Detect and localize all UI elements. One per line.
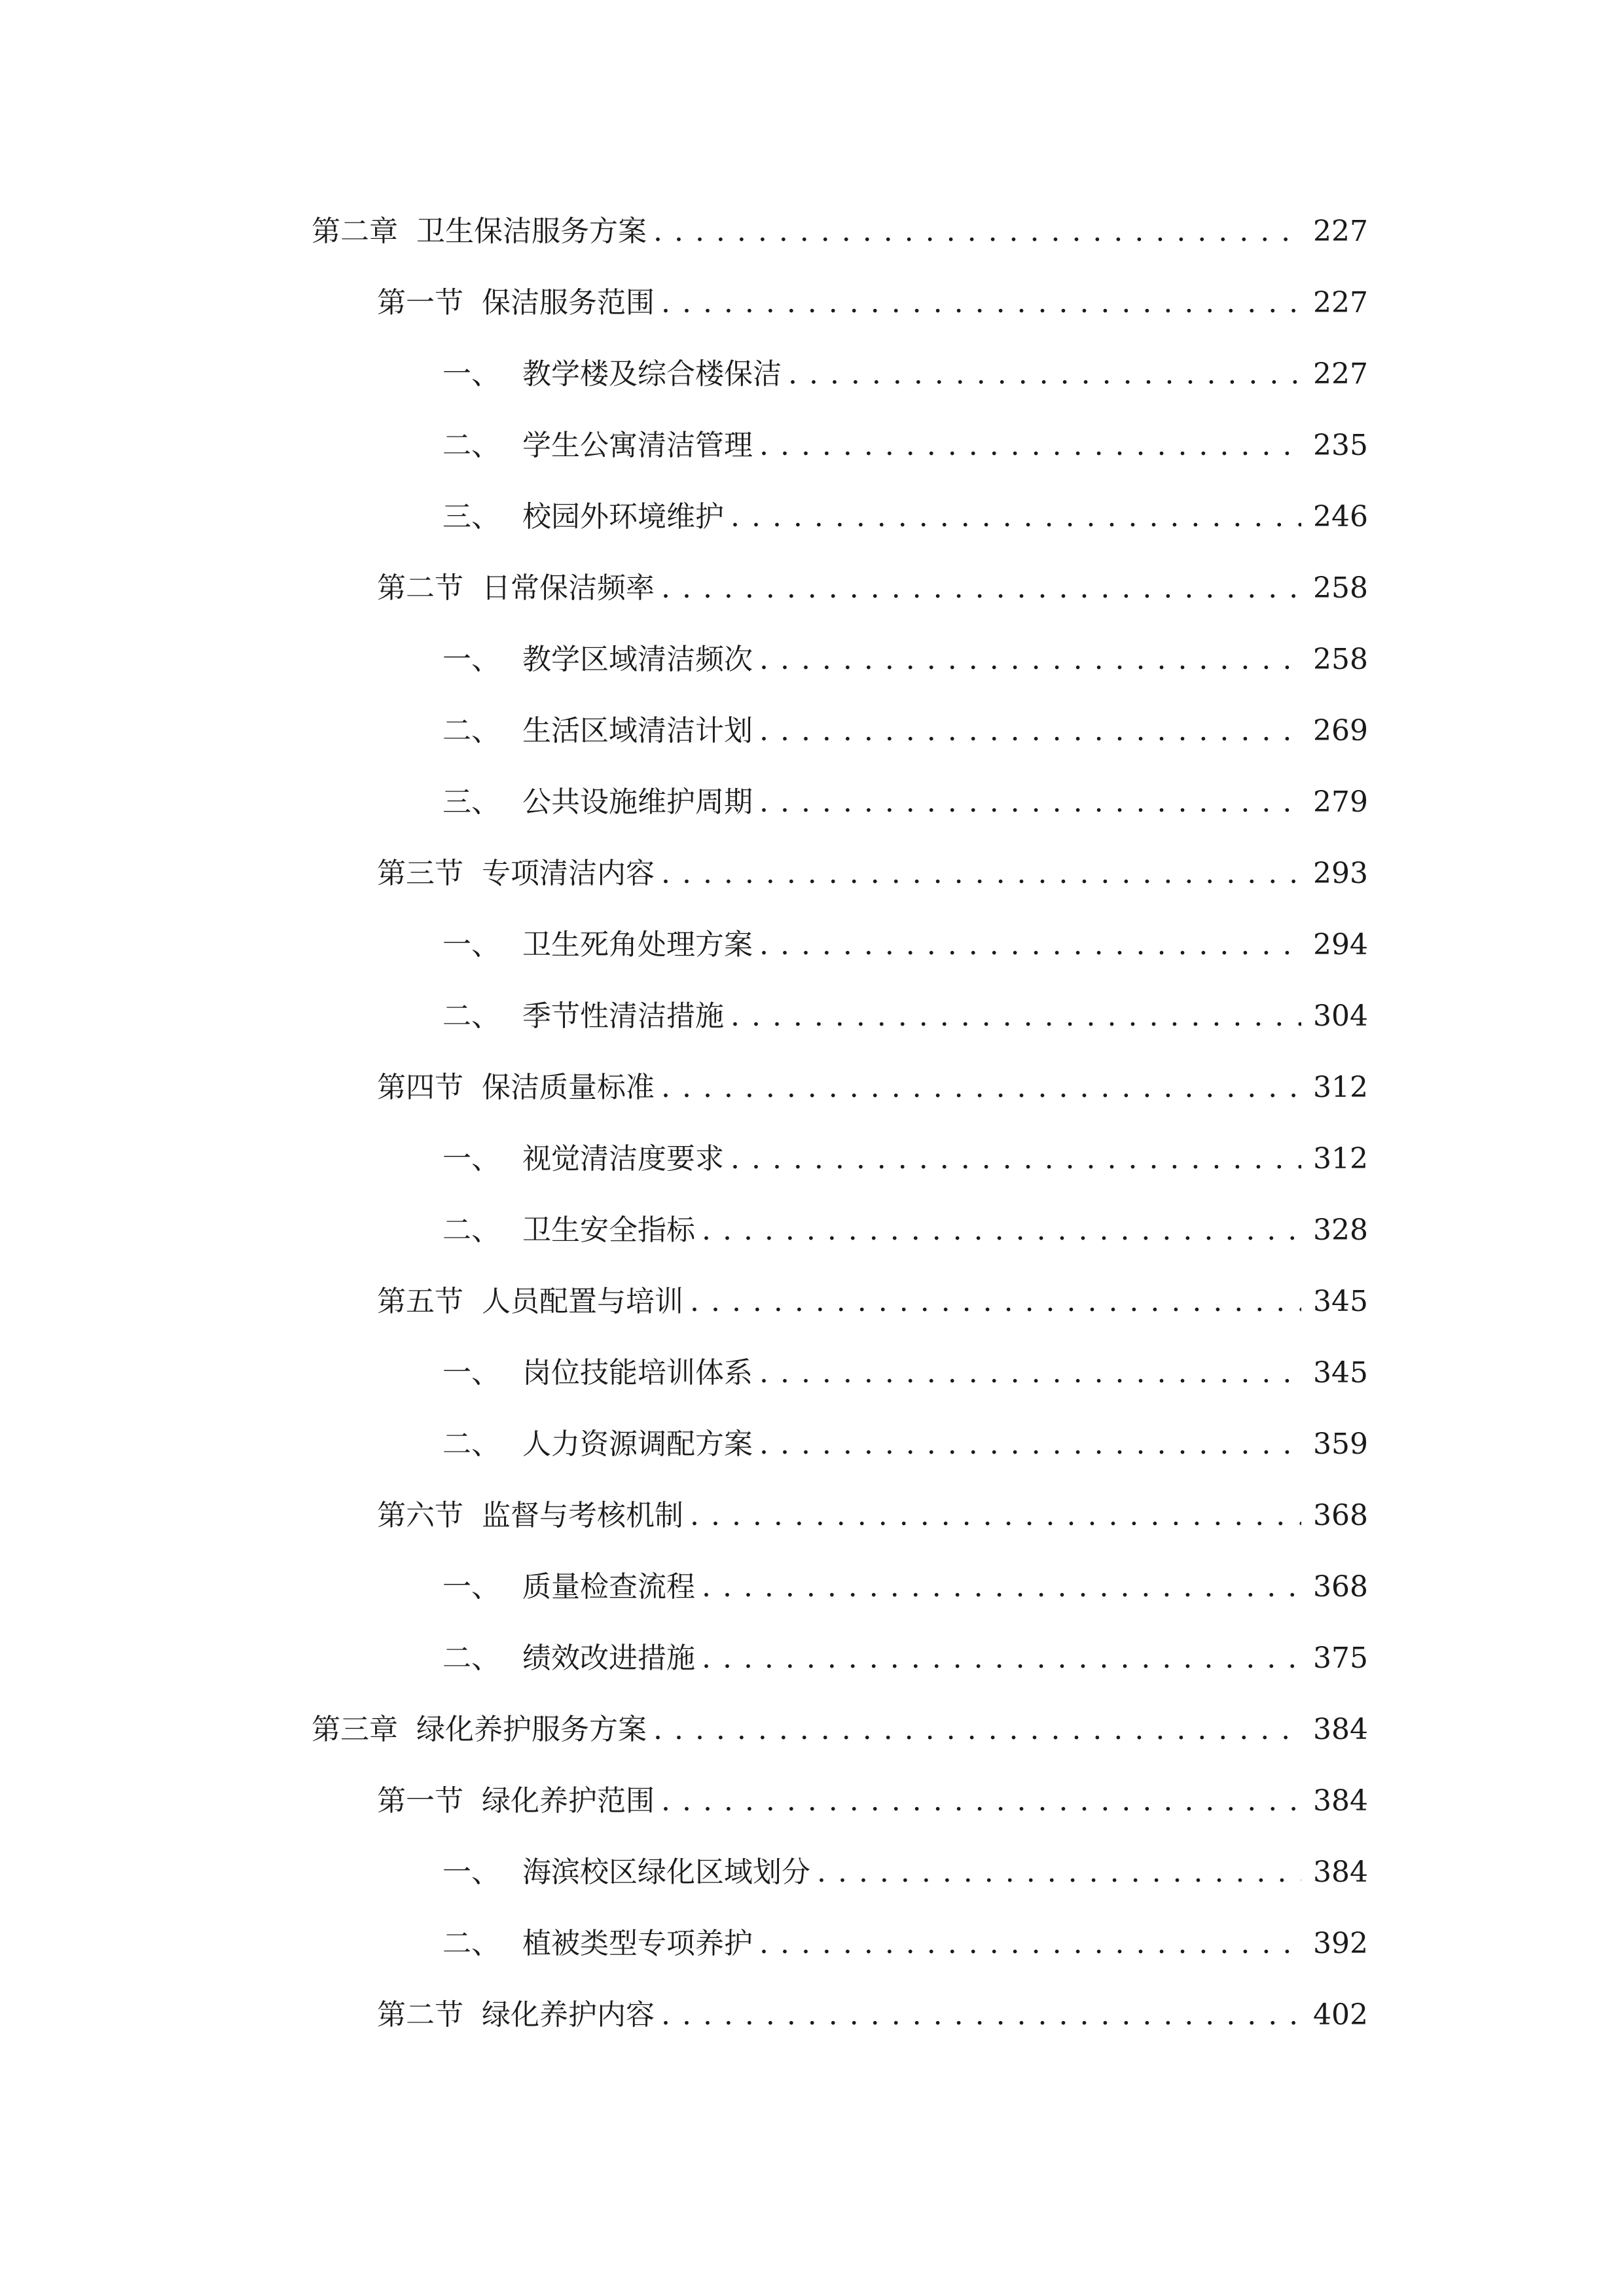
toc-entry-title: 绿化养护服务方案 <box>416 1713 647 1746</box>
toc-dot-leader <box>759 427 1301 464</box>
toc-entry-number: 二、 <box>442 1427 500 1461</box>
toc-dot-leader <box>702 1569 1301 1605</box>
toc-entry-title: 学生公寓清洁管理 <box>522 429 753 462</box>
toc-entry[interactable] <box>377 1274 1368 1320</box>
toc-entry[interactable] <box>442 1417 1368 1463</box>
toc-page-number: 294 <box>1313 928 1368 961</box>
toc-entry-number: 第二章 <box>312 215 398 248</box>
toc-page-number: 368 <box>1313 1570 1368 1604</box>
toc-entry-number: 二、 <box>442 999 500 1033</box>
toc-dot-leader <box>702 1212 1301 1249</box>
toc-entry-title: 绿化养护内容 <box>482 1998 655 2032</box>
toc-dot-leader <box>661 855 1301 892</box>
toc-page-number: 227 <box>1313 286 1368 319</box>
toc-entry-title: 海滨校区绿化区域划分 <box>522 1856 810 1889</box>
toc-entry[interactable] <box>377 276 1368 321</box>
toc-dot-leader <box>702 1640 1301 1677</box>
toc-entry-number: 第三章 <box>312 1713 398 1746</box>
toc-page-number: 375 <box>1313 1641 1368 1675</box>
toc-entry-number: 一、 <box>442 357 500 391</box>
toc-entry-title: 教学区域清洁频次 <box>522 643 753 676</box>
toc-entry-title: 保洁服务范围 <box>482 286 655 319</box>
toc-dot-leader <box>653 213 1301 250</box>
toc-dot-leader <box>817 1854 1301 1891</box>
toc-entry-number: 第三节 <box>377 857 463 890</box>
toc-page-number: 359 <box>1313 1427 1368 1461</box>
toc-entry-title: 日常保洁频率 <box>482 571 655 605</box>
toc-dot-leader <box>690 1283 1301 1320</box>
toc-dot-leader <box>759 713 1301 749</box>
toc-entry[interactable] <box>442 704 1368 749</box>
toc-page-number: 227 <box>1313 357 1368 391</box>
toc-entry[interactable] <box>377 846 1368 892</box>
toc-entry[interactable] <box>377 1988 1368 2034</box>
toc-page-number: 312 <box>1313 1071 1368 1104</box>
toc-dot-leader <box>731 1141 1301 1177</box>
toc-page-number: 235 <box>1313 429 1368 462</box>
toc-dot-leader <box>788 356 1301 393</box>
toc-entry[interactable] <box>442 347 1368 393</box>
toc-page-number: 304 <box>1313 999 1368 1033</box>
toc-entry[interactable] <box>442 490 1368 535</box>
toc-entry-title: 保洁质量标准 <box>482 1071 655 1104</box>
toc-entry-title: 教学楼及综合楼保洁 <box>522 357 782 391</box>
toc-dot-leader <box>731 998 1301 1035</box>
toc-page-number: 384 <box>1313 1784 1368 1818</box>
toc-entry-number: 第二节 <box>377 1998 463 2032</box>
toc-page-number: 402 <box>1313 1998 1368 2032</box>
toc-dot-leader <box>759 1426 1301 1463</box>
toc-dot-leader <box>759 641 1301 678</box>
toc-entry-number: 一、 <box>442 1570 500 1604</box>
toc-entry[interactable] <box>442 418 1368 464</box>
toc-page-number: 345 <box>1313 1356 1368 1390</box>
toc-entry-number: 第一节 <box>377 1784 463 1818</box>
toc-entry[interactable] <box>442 632 1368 678</box>
toc-entry-number: 一、 <box>442 928 500 961</box>
toc-entry-title: 绿化养护范围 <box>482 1784 655 1818</box>
toc-dot-leader <box>759 1355 1301 1391</box>
toc-entry[interactable] <box>442 1346 1368 1391</box>
toc-entry[interactable] <box>442 1560 1368 1605</box>
toc-entry[interactable] <box>312 1702 1368 1748</box>
toc-page-number: 246 <box>1313 500 1368 533</box>
toc-page-number: 258 <box>1313 643 1368 676</box>
toc-dot-leader <box>661 1783 1301 1820</box>
toc-entry-number: 第一节 <box>377 286 463 319</box>
toc-entry-number: 二、 <box>442 714 500 747</box>
toc-dot-leader <box>661 1997 1301 2034</box>
toc-entry[interactable] <box>442 1132 1368 1177</box>
toc-page-number: 328 <box>1313 1213 1368 1247</box>
toc-entry-number: 一、 <box>442 643 500 676</box>
toc-entry-title: 视觉清洁度要求 <box>522 1142 724 1175</box>
toc-entry[interactable] <box>442 1916 1368 1962</box>
toc-entry[interactable] <box>442 918 1368 963</box>
toc-page-number: 312 <box>1313 1142 1368 1175</box>
toc-page-number: 392 <box>1313 1927 1368 1960</box>
toc-entry-title: 绩效改进措施 <box>522 1641 695 1675</box>
toc-entry-title: 植被类型专项养护 <box>522 1927 753 1960</box>
toc-page-number: 227 <box>1313 215 1368 248</box>
toc-entry[interactable] <box>442 775 1368 821</box>
toc-dot-leader <box>690 1498 1301 1534</box>
toc-entry[interactable] <box>377 1060 1368 1106</box>
toc-dot-leader <box>661 285 1301 321</box>
toc-dot-leader <box>661 1069 1301 1106</box>
toc-entry[interactable] <box>442 989 1368 1035</box>
toc-entry[interactable] <box>377 1774 1368 1820</box>
toc-entry-number: 一、 <box>442 1856 500 1889</box>
toc-entry-title: 人员配置与培训 <box>482 1285 683 1318</box>
toc-entry-title: 岗位技能培训体系 <box>522 1356 753 1390</box>
toc-page-number: 345 <box>1313 1285 1368 1318</box>
toc-page-number: 293 <box>1313 857 1368 890</box>
toc-entry-title: 卫生保洁服务方案 <box>416 215 647 248</box>
toc-entry-number: 第四节 <box>377 1071 463 1104</box>
toc-entry-number: 第五节 <box>377 1285 463 1318</box>
toc-entry[interactable] <box>442 1845 1368 1891</box>
toc-entry-number: 三、 <box>442 785 500 819</box>
toc-entry-number: 二、 <box>442 1641 500 1675</box>
toc-dot-leader <box>653 1712 1301 1748</box>
toc-entry-title: 监督与考核机制 <box>482 1499 683 1532</box>
toc-dot-leader <box>759 784 1301 821</box>
toc-entry[interactable] <box>377 1488 1368 1534</box>
toc-entry-title: 质量检查流程 <box>522 1570 695 1604</box>
toc-dot-leader <box>731 499 1301 535</box>
toc-entry[interactable] <box>312 204 1368 250</box>
toc-page-number: 384 <box>1313 1713 1368 1746</box>
toc-entry-title: 公共设施维护周期 <box>522 785 753 819</box>
toc-entry-title: 校园外环境维护 <box>522 500 724 533</box>
toc-entry[interactable] <box>442 1631 1368 1677</box>
toc-entry-number: 第二节 <box>377 571 463 605</box>
toc-entry-title: 季节性清洁措施 <box>522 999 724 1033</box>
toc-entry-title: 卫生死角处理方案 <box>522 928 753 961</box>
toc-entry-number: 二、 <box>442 1927 500 1960</box>
toc-entry-title: 专项清洁内容 <box>482 857 655 890</box>
toc-entry-number: 三、 <box>442 500 500 533</box>
toc-entry-title: 卫生安全指标 <box>522 1213 695 1247</box>
toc-page-number: 384 <box>1313 1856 1368 1889</box>
toc-page-number: 258 <box>1313 571 1368 605</box>
toc-page-number: 279 <box>1313 785 1368 819</box>
toc-entry-number: 第六节 <box>377 1499 463 1532</box>
toc-dot-leader <box>661 570 1301 607</box>
toc-dot-leader <box>759 927 1301 963</box>
toc-page-number: 368 <box>1313 1499 1368 1532</box>
toc-entry-title: 生活区域清洁计划 <box>522 714 753 747</box>
toc-entry-title: 人力资源调配方案 <box>522 1427 753 1461</box>
toc-entry-number: 一、 <box>442 1356 500 1390</box>
toc-page-number: 269 <box>1313 714 1368 747</box>
toc-entry-number: 二、 <box>442 429 500 462</box>
toc-entry[interactable] <box>377 561 1368 607</box>
toc-entry[interactable] <box>442 1203 1368 1249</box>
toc-entry-number: 一、 <box>442 1142 500 1175</box>
toc-dot-leader <box>759 1926 1301 1962</box>
toc-entry-number: 二、 <box>442 1213 500 1247</box>
